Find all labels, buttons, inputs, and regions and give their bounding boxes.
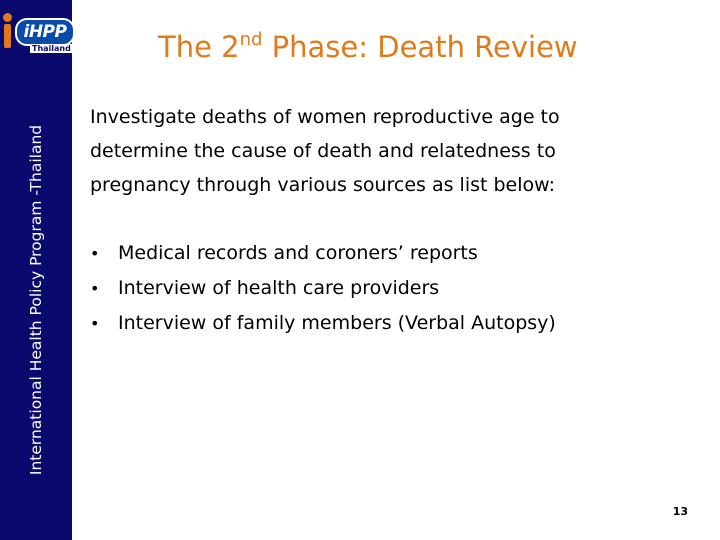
list-item-text: Interview of family members (Verbal Autopsy)	[118, 312, 556, 334]
logo-country: Thailand	[32, 44, 71, 53]
bullet-icon: •	[90, 244, 100, 263]
logo-wordmark: iHPP	[15, 18, 75, 46]
title-superscript: nd	[239, 29, 263, 50]
slide-title	[158, 27, 578, 67]
logo-i-stem	[4, 24, 11, 48]
bullet-icon: •	[90, 314, 100, 333]
list-item	[90, 236, 690, 271]
list-item-text: Medical records and coroners’ reports	[118, 242, 478, 264]
list-item-text: Interview of health care providers	[118, 277, 440, 299]
list-item	[90, 271, 690, 306]
title-prefix: The 2	[158, 30, 240, 64]
ihpp-logo	[0, 8, 80, 52]
list-item	[90, 306, 690, 341]
page-number: 13	[672, 505, 688, 518]
bullet-list	[90, 236, 690, 341]
logo-dot	[3, 13, 12, 22]
sidebar-vertical-text: International Health Policy Program -Thailand	[27, 124, 45, 476]
bullet-icon: •	[90, 279, 100, 298]
title-suffix: Phase: Death Review	[262, 30, 578, 64]
intro-paragraph: Investigate deaths of women reproductive age to determine the cause of death and relatedness to pregnancy through various sources as list below:	[90, 106, 560, 196]
sidebar	[0, 0, 72, 540]
